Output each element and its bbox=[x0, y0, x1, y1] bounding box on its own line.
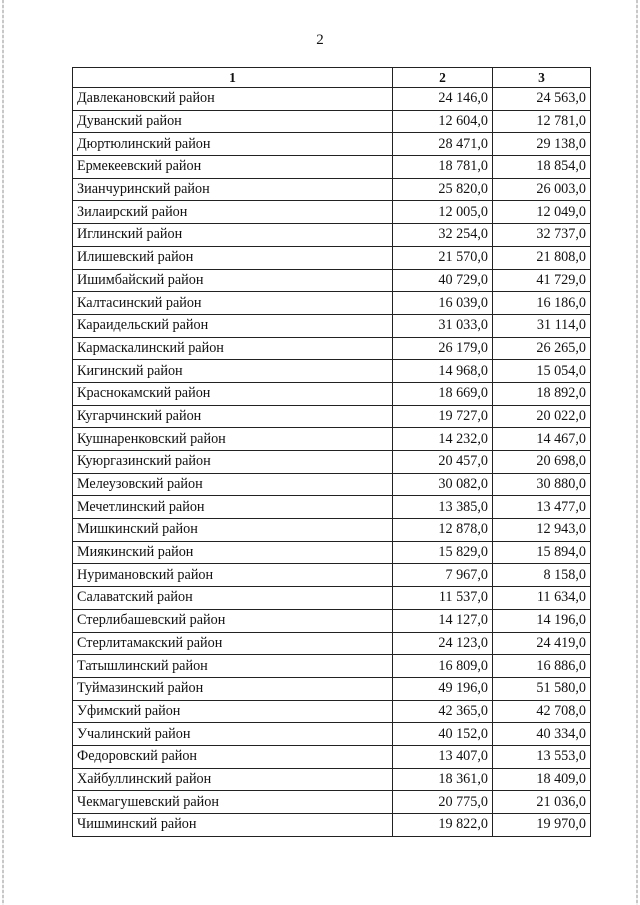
value-col3-cell: 18 854,0 bbox=[493, 156, 591, 179]
value-col2-cell: 14 232,0 bbox=[393, 428, 493, 451]
value-col3-cell: 20 698,0 bbox=[493, 451, 591, 474]
value-col3-cell: 13 477,0 bbox=[493, 496, 591, 519]
table-row bbox=[73, 814, 591, 837]
value-col2-cell: 12 005,0 bbox=[393, 201, 493, 224]
district-name-cell: Зианчуринский район bbox=[73, 178, 393, 201]
district-name-cell: Ермекеевский район bbox=[73, 156, 393, 179]
district-name-cell: Кугарчинский район bbox=[73, 405, 393, 428]
value-col2-cell: 16 809,0 bbox=[393, 655, 493, 678]
district-name-cell: Учалинский район bbox=[73, 723, 393, 746]
scan-edge-right bbox=[636, 0, 638, 905]
value-col3-cell: 31 114,0 bbox=[493, 314, 591, 337]
value-col3-cell: 12 781,0 bbox=[493, 110, 591, 133]
district-name-cell: Нуримановский район bbox=[73, 564, 393, 587]
district-name-cell: Федоровский район bbox=[73, 745, 393, 768]
table-row bbox=[73, 791, 591, 814]
district-name-cell: Татышлинский район bbox=[73, 655, 393, 678]
value-col3-cell: 15 054,0 bbox=[493, 360, 591, 383]
page-number: 2 bbox=[316, 32, 324, 48]
value-col3-cell: 40 334,0 bbox=[493, 723, 591, 746]
value-col3-cell: 18 409,0 bbox=[493, 768, 591, 791]
scan-edge-left bbox=[2, 0, 4, 905]
table-row bbox=[73, 292, 591, 315]
value-col2-cell: 19 727,0 bbox=[393, 405, 493, 428]
value-col3-cell: 12 049,0 bbox=[493, 201, 591, 224]
value-col2-cell: 11 537,0 bbox=[393, 587, 493, 610]
table-row bbox=[73, 133, 591, 156]
district-name-cell: Миякинский район bbox=[73, 541, 393, 564]
table-row bbox=[73, 768, 591, 791]
table-row bbox=[73, 246, 591, 269]
value-col2-cell: 42 365,0 bbox=[393, 700, 493, 723]
district-name-cell: Куюргазинский район bbox=[73, 451, 393, 474]
value-col2-cell: 20 775,0 bbox=[393, 791, 493, 814]
table-row bbox=[73, 337, 591, 360]
value-col3-cell: 16 886,0 bbox=[493, 655, 591, 678]
table-header-row bbox=[73, 68, 591, 88]
district-name-cell: Давлекановский район bbox=[73, 88, 393, 111]
value-col3-cell: 26 003,0 bbox=[493, 178, 591, 201]
districts-table bbox=[72, 67, 591, 837]
value-col2-cell: 24 123,0 bbox=[393, 632, 493, 655]
value-col2-cell: 18 361,0 bbox=[393, 768, 493, 791]
value-col3-cell: 14 196,0 bbox=[493, 609, 591, 632]
table-row bbox=[73, 382, 591, 405]
column-header-1: 1 bbox=[73, 68, 393, 88]
value-col2-cell: 30 082,0 bbox=[393, 473, 493, 496]
district-name-cell: Салаватский район bbox=[73, 587, 393, 610]
district-name-cell: Чекмагушевский район bbox=[73, 791, 393, 814]
table-row bbox=[73, 723, 591, 746]
table-row bbox=[73, 360, 591, 383]
district-name-cell: Мишкинский район bbox=[73, 519, 393, 542]
value-col3-cell: 14 467,0 bbox=[493, 428, 591, 451]
value-col3-cell: 15 894,0 bbox=[493, 541, 591, 564]
value-col3-cell: 26 265,0 bbox=[493, 337, 591, 360]
value-col2-cell: 40 729,0 bbox=[393, 269, 493, 292]
value-col2-cell: 14 968,0 bbox=[393, 360, 493, 383]
table-row bbox=[73, 519, 591, 542]
value-col2-cell: 14 127,0 bbox=[393, 609, 493, 632]
value-col3-cell: 21 036,0 bbox=[493, 791, 591, 814]
table-row bbox=[73, 655, 591, 678]
table-row bbox=[73, 541, 591, 564]
table-row bbox=[73, 428, 591, 451]
value-col2-cell: 32 254,0 bbox=[393, 224, 493, 247]
value-col2-cell: 49 196,0 bbox=[393, 677, 493, 700]
table-row bbox=[73, 156, 591, 179]
value-col3-cell: 42 708,0 bbox=[493, 700, 591, 723]
table-row bbox=[73, 496, 591, 519]
district-name-cell: Иглинский район bbox=[73, 224, 393, 247]
value-col3-cell: 16 186,0 bbox=[493, 292, 591, 315]
value-col2-cell: 21 570,0 bbox=[393, 246, 493, 269]
value-col2-cell: 19 822,0 bbox=[393, 814, 493, 837]
table-row bbox=[73, 700, 591, 723]
district-name-cell: Илишевский район bbox=[73, 246, 393, 269]
table-row bbox=[73, 110, 591, 133]
value-col2-cell: 25 820,0 bbox=[393, 178, 493, 201]
value-col2-cell: 24 146,0 bbox=[393, 88, 493, 111]
table-row bbox=[73, 405, 591, 428]
table-row bbox=[73, 587, 591, 610]
value-col2-cell: 7 967,0 bbox=[393, 564, 493, 587]
table-row bbox=[73, 201, 591, 224]
district-name-cell: Дуванский район bbox=[73, 110, 393, 133]
value-col2-cell: 40 152,0 bbox=[393, 723, 493, 746]
district-name-cell: Дюртюлинский район bbox=[73, 133, 393, 156]
district-name-cell: Хайбуллинский район bbox=[73, 768, 393, 791]
table-row bbox=[73, 564, 591, 587]
value-col2-cell: 15 829,0 bbox=[393, 541, 493, 564]
value-col3-cell: 19 970,0 bbox=[493, 814, 591, 837]
value-col3-cell: 21 808,0 bbox=[493, 246, 591, 269]
value-col2-cell: 26 179,0 bbox=[393, 337, 493, 360]
district-name-cell: Уфимский район bbox=[73, 700, 393, 723]
table-row bbox=[73, 473, 591, 496]
district-name-cell: Чишминский район bbox=[73, 814, 393, 837]
value-col2-cell: 13 407,0 bbox=[393, 745, 493, 768]
column-header-2: 2 bbox=[393, 68, 493, 88]
value-col3-cell: 41 729,0 bbox=[493, 269, 591, 292]
district-name-cell: Кушнаренковский район bbox=[73, 428, 393, 451]
table-body bbox=[73, 88, 591, 837]
value-col2-cell: 12 878,0 bbox=[393, 519, 493, 542]
table-row bbox=[73, 451, 591, 474]
district-name-cell: Калтасинский район bbox=[73, 292, 393, 315]
table-row bbox=[73, 314, 591, 337]
value-col3-cell: 20 022,0 bbox=[493, 405, 591, 428]
value-col3-cell: 24 563,0 bbox=[493, 88, 591, 111]
district-name-cell: Стерлибашевский район bbox=[73, 609, 393, 632]
column-header-3: 3 bbox=[493, 68, 591, 88]
value-col2-cell: 18 781,0 bbox=[393, 156, 493, 179]
table-row bbox=[73, 745, 591, 768]
value-col3-cell: 13 553,0 bbox=[493, 745, 591, 768]
district-name-cell: Мечетлинский район bbox=[73, 496, 393, 519]
value-col3-cell: 32 737,0 bbox=[493, 224, 591, 247]
value-col2-cell: 31 033,0 bbox=[393, 314, 493, 337]
table-row bbox=[73, 178, 591, 201]
table-row bbox=[73, 609, 591, 632]
district-name-cell: Кигинский район bbox=[73, 360, 393, 383]
value-col2-cell: 16 039,0 bbox=[393, 292, 493, 315]
value-col3-cell: 8 158,0 bbox=[493, 564, 591, 587]
district-name-cell: Краснокамский район bbox=[73, 382, 393, 405]
district-name-cell: Зилаирский район bbox=[73, 201, 393, 224]
district-name-cell: Ишимбайский район bbox=[73, 269, 393, 292]
table-row bbox=[73, 269, 591, 292]
table-row bbox=[73, 632, 591, 655]
value-col3-cell: 18 892,0 bbox=[493, 382, 591, 405]
value-col3-cell: 30 880,0 bbox=[493, 473, 591, 496]
table-row bbox=[73, 677, 591, 700]
value-col3-cell: 12 943,0 bbox=[493, 519, 591, 542]
value-col3-cell: 51 580,0 bbox=[493, 677, 591, 700]
district-name-cell: Мелеузовский район bbox=[73, 473, 393, 496]
district-name-cell: Кармаскалинский район bbox=[73, 337, 393, 360]
table-row bbox=[73, 88, 591, 111]
district-name-cell: Туймазинский район bbox=[73, 677, 393, 700]
value-col2-cell: 13 385,0 bbox=[393, 496, 493, 519]
value-col2-cell: 12 604,0 bbox=[393, 110, 493, 133]
table-row bbox=[73, 224, 591, 247]
district-name-cell: Стерлитамакский район bbox=[73, 632, 393, 655]
value-col2-cell: 20 457,0 bbox=[393, 451, 493, 474]
value-col3-cell: 29 138,0 bbox=[493, 133, 591, 156]
value-col3-cell: 24 419,0 bbox=[493, 632, 591, 655]
value-col3-cell: 11 634,0 bbox=[493, 587, 591, 610]
value-col2-cell: 28 471,0 bbox=[393, 133, 493, 156]
value-col2-cell: 18 669,0 bbox=[393, 382, 493, 405]
district-name-cell: Караидельский район bbox=[73, 314, 393, 337]
